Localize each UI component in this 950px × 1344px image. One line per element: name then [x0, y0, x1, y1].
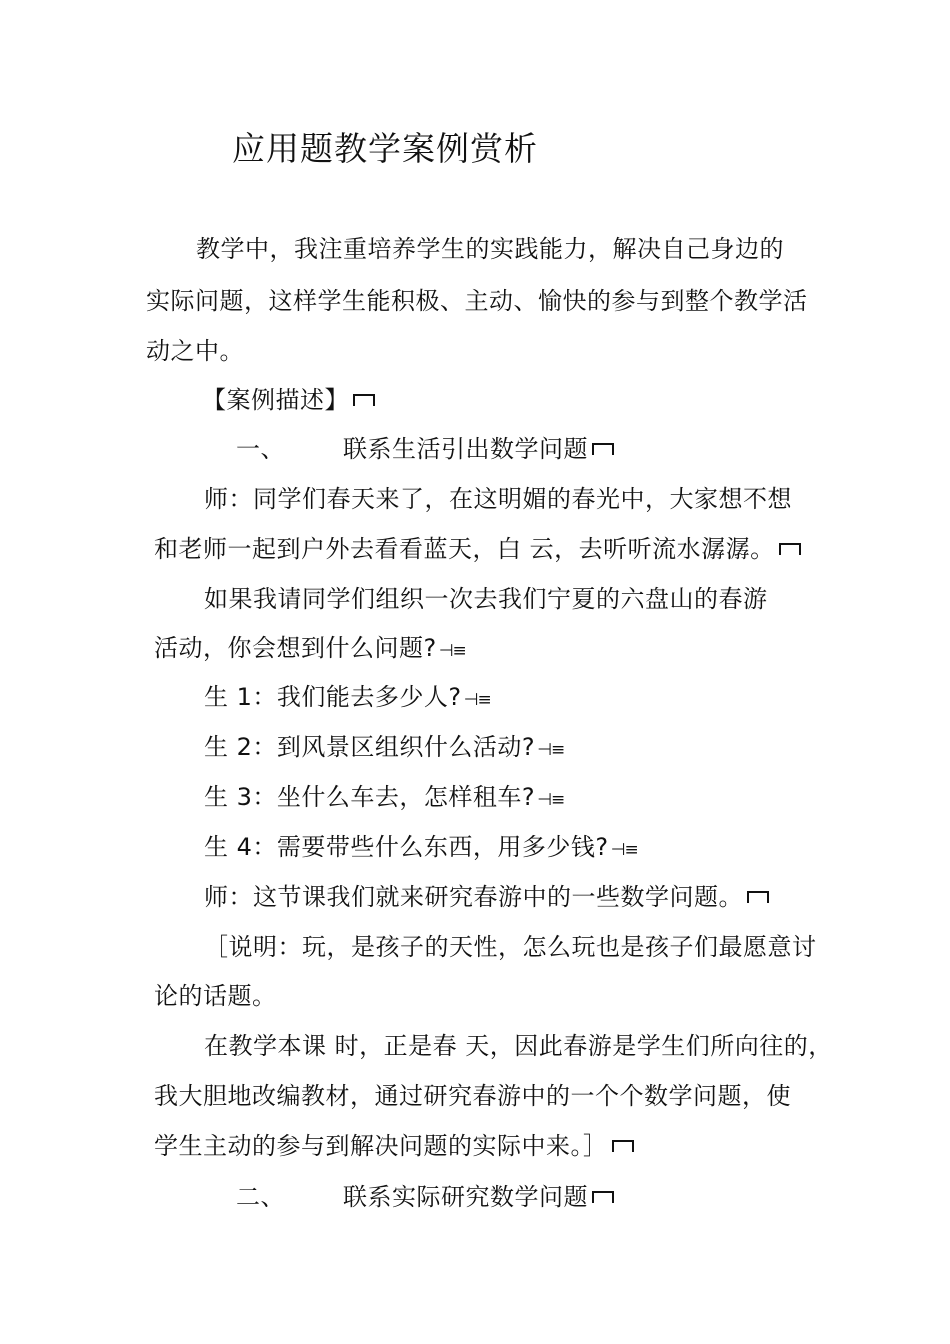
intro-line-2: 实际问题，这样学生能积极、主动、愉快的参与到整个教学活: [146, 287, 808, 315]
note1-line-1: ［说明：玩，是孩子的天性，怎么玩也是孩子们最愿意讨: [204, 933, 817, 961]
line-break-mark-icon: ⊣≡: [537, 740, 565, 760]
note2-line-3-row: [154, 1129, 634, 1163]
part2-heading-row: [236, 1180, 614, 1214]
paragraph-mark-icon: [353, 394, 375, 410]
document-title: 应用题教学案例赏析: [232, 129, 538, 168]
teacher2-line: 师：这节课我们就来研究春游中的一些数学问题。: [204, 883, 743, 911]
note1-line-2: 论的话题。: [154, 982, 277, 1010]
section-heading: 【案例描述】: [202, 386, 349, 414]
question-line-2: 活动，你会想到什么问题?: [154, 634, 437, 662]
intro-line-3: 动之中。: [146, 337, 244, 365]
part1-number: 一、: [236, 435, 285, 463]
section-heading-row: [202, 383, 375, 417]
student3-answer: 生 3：坐什么车去，怎样租车?: [204, 783, 536, 811]
question-line-2-row: [154, 631, 466, 665]
student3-row: [204, 780, 564, 814]
student4-answer: 生 4：需要带些什么东西，用多少钱?: [204, 833, 609, 861]
note2-line-3: 学生主动的参与到解决问题的实际中来。］: [154, 1132, 608, 1160]
teacher1-line-2-row: [154, 532, 801, 566]
line-break-mark-icon: ⊣≡: [463, 690, 491, 710]
student1-answer: 生 1：我们能去多少人?: [204, 683, 462, 711]
part1-title: 联系生活引出数学问题: [343, 435, 588, 463]
teacher1-line-2: 和老师一起到户外去看看蓝天，白 云，去听听流水潺潺。: [154, 535, 775, 563]
paragraph-mark-icon: [779, 543, 801, 559]
paragraph-mark-icon: [612, 1140, 634, 1156]
student2-row: [204, 730, 564, 764]
note2-line-2: 我大胆地改编教材，通过研究春游中的一个个数学问题，使: [154, 1082, 791, 1110]
paragraph-mark-icon: [592, 443, 614, 459]
part2-number: 二、: [236, 1183, 285, 1211]
line-break-mark-icon: ⊣≡: [537, 790, 565, 810]
question-line-1: 如果我请同学们组织一次去我们宁夏的六盘山的春游: [204, 585, 768, 613]
part2-title: 联系实际研究数学问题: [343, 1183, 588, 1211]
teacher1-line-1: 师：同学们春天来了，在这明媚的春光中，大家想不想: [204, 485, 792, 513]
line-break-mark-icon: ⊣≡: [438, 641, 466, 661]
student1-row: [204, 680, 491, 714]
note2-line-1: 在教学本课 时，正是春 天，因此春游是学生们所向往的，: [204, 1032, 833, 1060]
student2-answer: 生 2：到风景区组织什么活动?: [204, 733, 536, 761]
paragraph-mark-icon: [592, 1191, 614, 1207]
part1-heading-row: [236, 432, 614, 466]
paragraph-mark-icon: [747, 891, 769, 907]
student4-row: [204, 830, 638, 864]
line-break-mark-icon: ⊣≡: [610, 840, 638, 860]
intro-line-1: 教学中，我注重培养学生的实践能力，解决自己身边的: [196, 235, 784, 263]
teacher2-row: [204, 880, 769, 914]
